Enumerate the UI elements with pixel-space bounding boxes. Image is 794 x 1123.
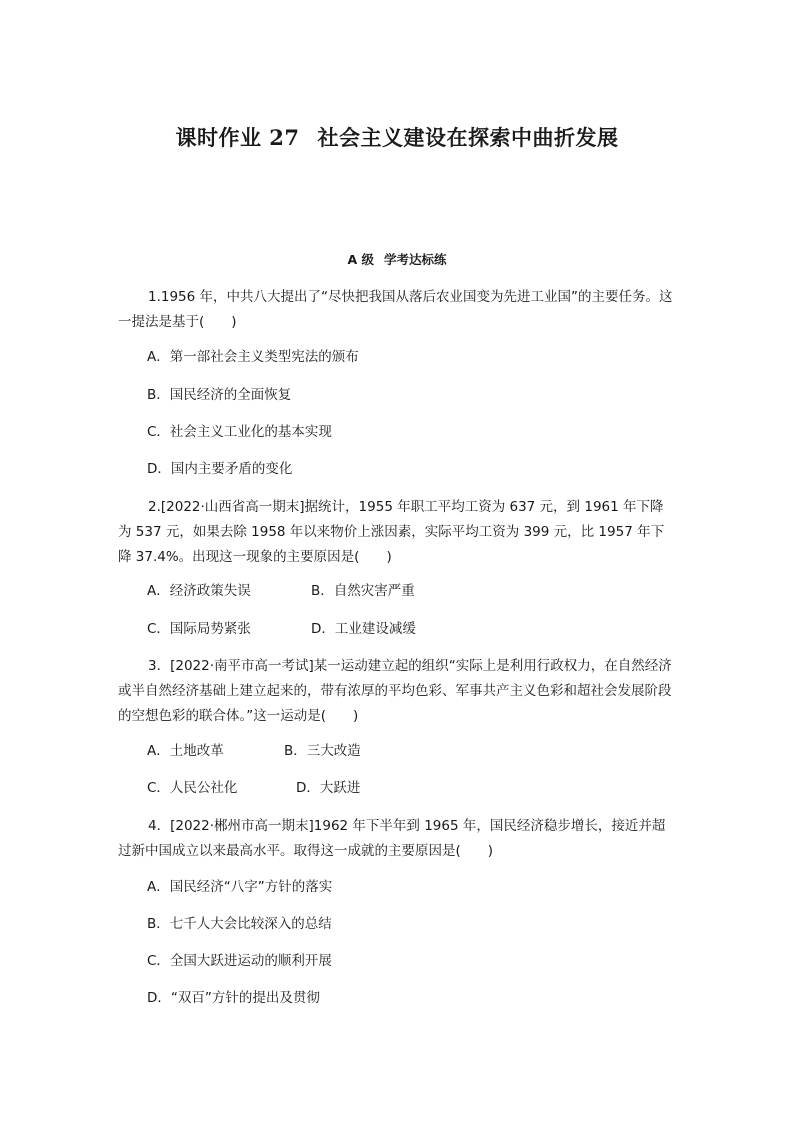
question-1-option-d: D．国内主要矛盾的变化 (147, 461, 293, 477)
question-3-option-c: C．人民公社化 (147, 780, 238, 796)
question-1-stem: 1.1956 年，中共八大提出了“尽快把我国从落后农业国变为先进工业国”的主要任务。这一提法是基于( ) (118, 289, 673, 330)
question-3-option-d: D．大跃进 (296, 780, 361, 796)
section-name: 学考达标练 (384, 252, 447, 267)
page-title (0, 122, 794, 152)
question-2-option-a: A．经济政策失误 (147, 583, 251, 599)
question-4-option-a: A．国民经济“八字”方针的落实 (147, 879, 333, 895)
section-level: A 级 (347, 252, 374, 267)
question-2-option-c: C．国际局势紧张 (147, 621, 251, 637)
question-4-option-c: C．全国大跃进运动的顺利开展 (147, 953, 332, 969)
question-4-option-d: D．“双百”方针的提出及贯彻 (147, 990, 320, 1006)
title-main: 课时作业 27 (175, 125, 300, 150)
question-2-stem: 2.[2022·山西省高一期末]据统计，1955 年职工平均工资为 637 元，到 1961 年下降为 537 元，如果去除 1958 年以来物价上涨因素，实际平均工资为 399 元，比 1957 年下降 37.4%。出现这一现象的主要原因是( ) (118, 499, 665, 565)
question-1-option-b: B．国民经济的全面恢复 (147, 387, 292, 403)
title-sub: 社会主义建设在探索中曲折发展 (317, 125, 619, 150)
question-3-option-b: B．三大改造 (284, 743, 361, 759)
question-2-option-d: D．工业建设减缓 (311, 621, 416, 637)
question-2-option-b: B．自然灾害严重 (311, 583, 415, 599)
question-4-option-b: B．七千人大会比较深入的总结 (147, 916, 332, 932)
question-1-option-a: A．第一部社会主义类型宪法的颁布 (147, 349, 359, 365)
section-heading (0, 250, 794, 268)
question-3-stem: 3．[2022·南平市高一考试]某一运动建立起的组织“实际上是利用行政权力，在自然经济或半自然经济基础上建立起来的，带有浓厚的平均色彩、军事共产主义色彩和超社会发展阶段的空想色彩的联合体。”这一运动是( ) (118, 658, 672, 724)
question-4-stem: 4．[2022·郴州市高一期末]1962 年下半年到 1965 年，国民经济稳步增长，接近并超过新中国成立以来最高水平。取得这一成就的主要原因是( ) (118, 818, 666, 859)
question-1-option-c: C．社会主义工业化的基本实现 (147, 424, 332, 440)
question-3-option-a: A．土地改革 (147, 743, 224, 759)
